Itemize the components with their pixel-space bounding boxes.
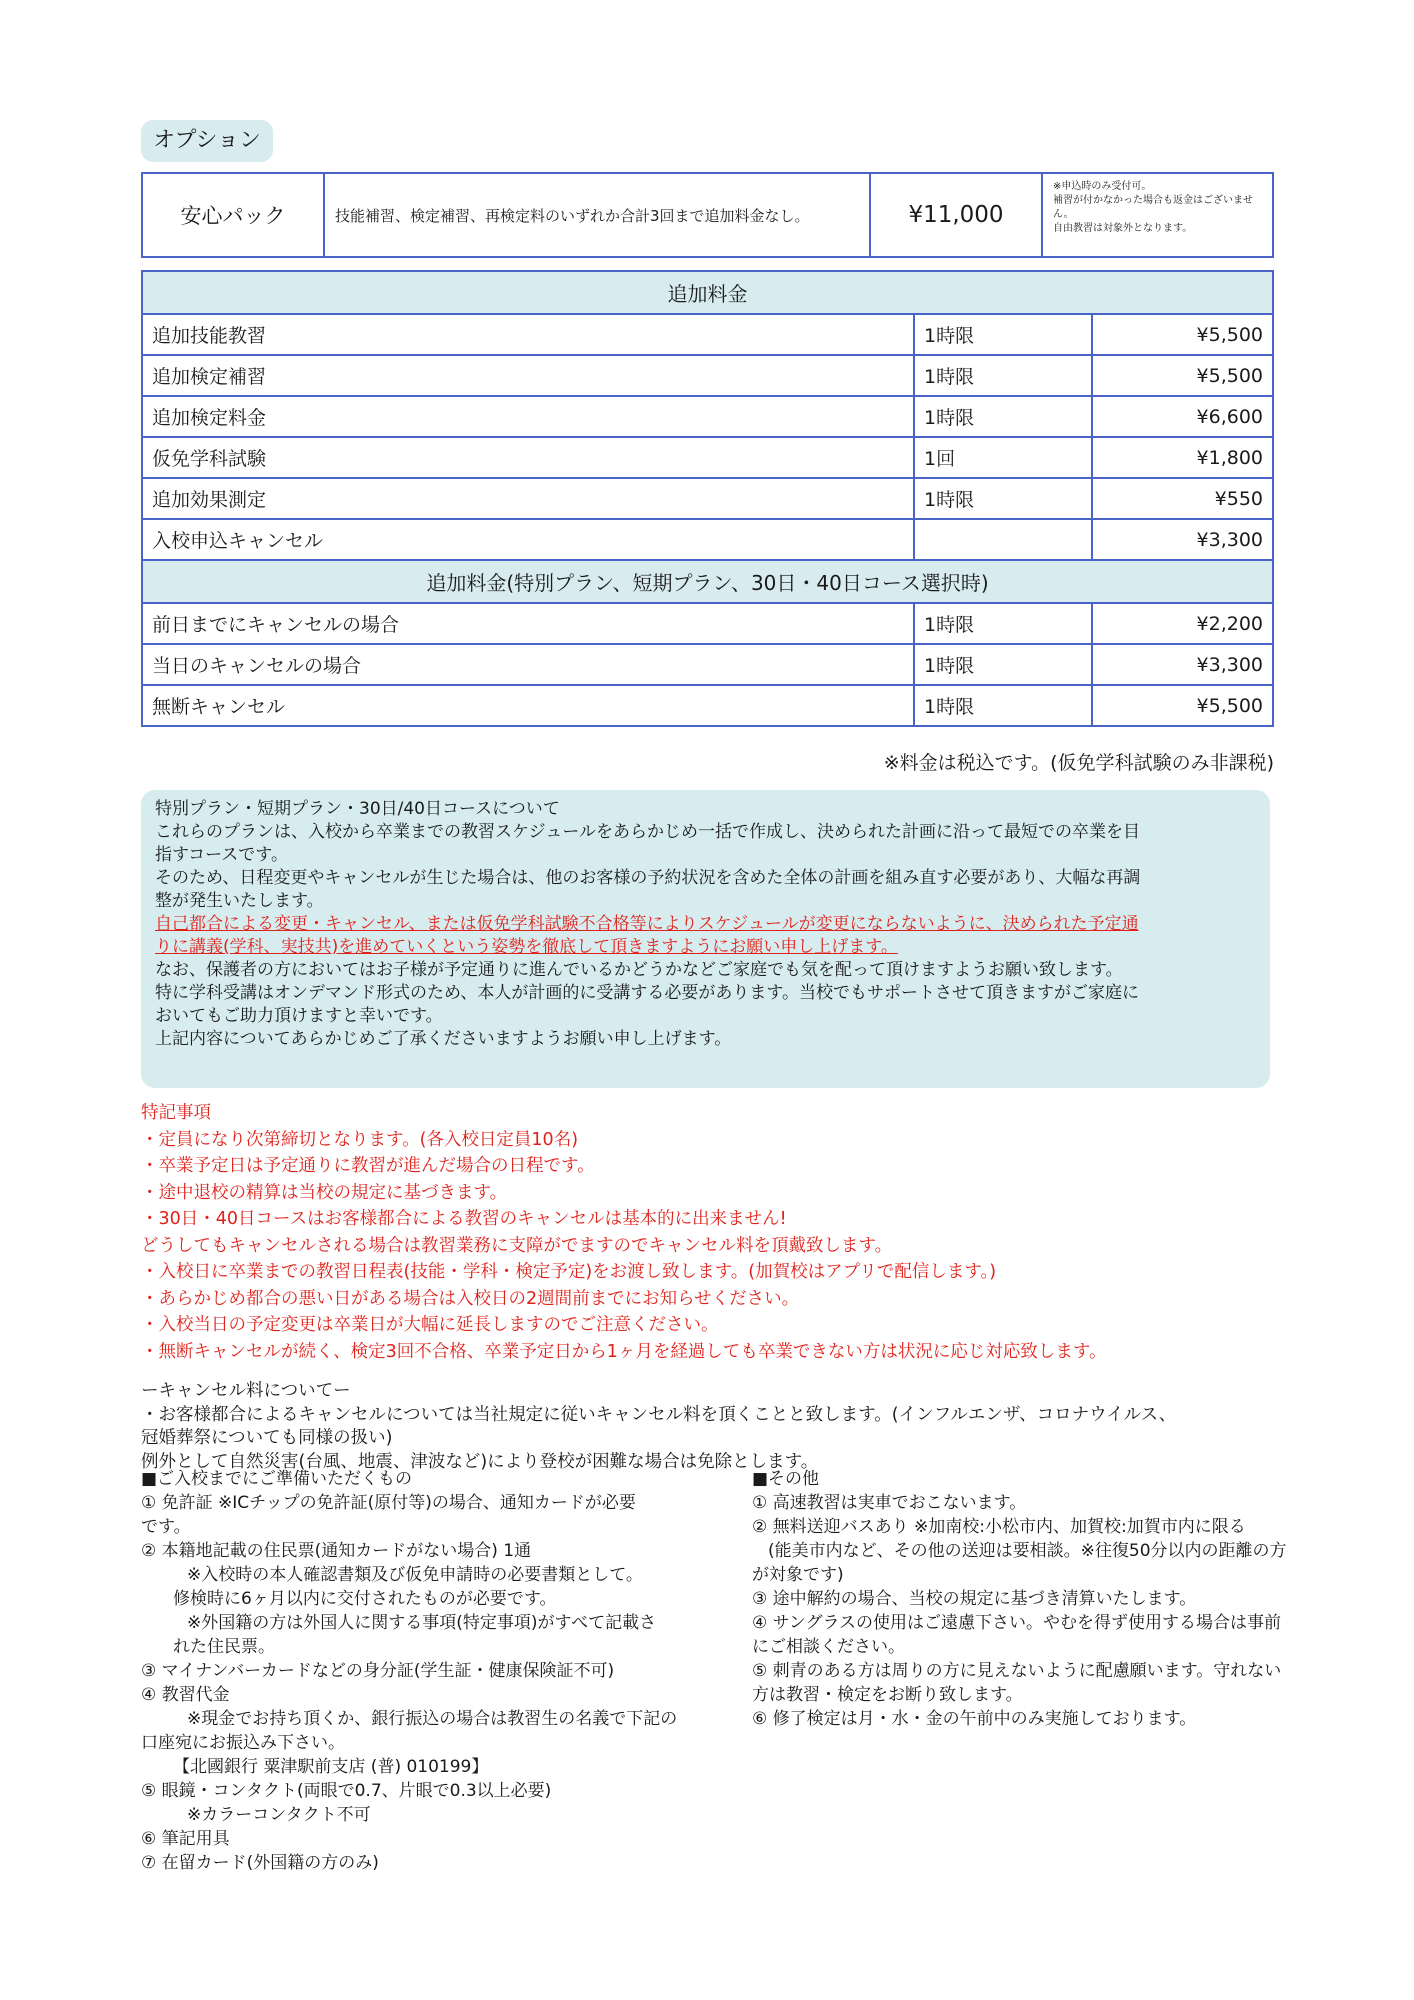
fee-price: ¥6,600 <box>1092 396 1273 437</box>
list-item: ・30日・40日コースはお客様都合による教習のキャンセルは基本的に出来ません! <box>141 1209 787 1229</box>
fee-unit: 1時限 <box>914 314 1092 355</box>
tax-note: ※料金は税込です。(仮免学科試験のみ非課税) <box>883 752 1274 774</box>
option-notes <box>1042 173 1273 257</box>
list-item: が対象です) <box>752 1565 844 1585</box>
fee-unit: 1時限 <box>914 355 1092 396</box>
fee-price: ¥3,300 <box>1092 519 1273 560</box>
fee-item: 追加検定料金 <box>142 396 914 437</box>
fee-unit: 1時限 <box>914 603 1092 644</box>
info-line: おいてもご助力頂けますと幸いです。 <box>155 1006 443 1026</box>
list-item: ⑥ 筆記用具 <box>141 1829 230 1849</box>
table-row <box>142 519 1273 560</box>
option-description: 技能補習、検定補習、再検定料のいずれか合計3回まで追加料金なし。 <box>324 173 870 257</box>
fee-price: ¥2,200 <box>1092 603 1273 644</box>
additional-fee-table <box>141 270 1274 727</box>
special-notes <box>141 1100 1291 1365</box>
list-item: にご相談ください。 <box>752 1637 905 1657</box>
cancel-policy-line: 冠婚葬祭についても同様の扱い) <box>141 1428 393 1448</box>
fee-price: ¥5,500 <box>1092 685 1273 726</box>
fee-unit: 1時限 <box>914 396 1092 437</box>
fee-unit: 1時限 <box>914 478 1092 519</box>
list-item: ⑤ 眼鏡・コンタクト(両眼で0.7、片眼で0.3以上必要) <box>141 1781 552 1801</box>
info-line: そのため、日程変更やキャンセルが生じた場合は、他のお客様の予約状況を含めた全体の計画を組み直す必要があり、大幅な再調 <box>155 868 1141 888</box>
fee-unit: 1時限 <box>914 644 1092 685</box>
list-item: ・あらかじめ都合の悪い日がある場合は入校日の2週間前までにお知らせください。 <box>141 1288 800 1309</box>
list-item: ② 本籍地記載の住民票(通知カードがない場合) 1通 <box>141 1541 532 1561</box>
list-item: ・定員になり次第締切となります。(各入校日定員10名) <box>141 1129 579 1150</box>
info-line: 整が発生いたします。 <box>155 891 324 911</box>
list-item: 方は教習・検定をお断り致します。 <box>752 1685 1023 1705</box>
list-item: ※外国籍の方は外国人に関する事項(特定事項)がすべて記載さ <box>187 1613 657 1633</box>
option-price: ¥11,000 <box>870 173 1042 257</box>
fee-item: 追加効果測定 <box>142 478 914 519</box>
preparation-list <box>141 1467 731 1875</box>
list-item: どうしてもキャンセルされる場合は教習業務に支障がでますのでキャンセル料を頂戴致します。 <box>141 1235 893 1256</box>
list-item: ・卒業予定日は予定通りに教習が進んだ場合の日程です。 <box>141 1156 595 1176</box>
option-name: 安心パック <box>142 173 324 257</box>
fee-unit: 1回 <box>914 437 1092 478</box>
special-notes-title: 特記事項 <box>141 1103 211 1123</box>
option-note-line: 補習が付かなかった場合も返金はございません。 <box>1053 195 1253 220</box>
info-line: 特に学科受講はオンデマンド形式のため、本人が計画的に受講する必要があります。当校でもサポートさせて頂きますがご家庭に <box>155 983 1139 1003</box>
fee-item: 仮免学科試験 <box>142 437 914 478</box>
list-item: ③ マイナンバーカードなどの身分証(学生証・健康保険証不可) <box>141 1661 615 1681</box>
list-item: ⑥ 修了検定は月・水・金の午前中のみ実施しております。 <box>752 1709 1197 1729</box>
fee-price: ¥5,500 <box>1092 314 1273 355</box>
list-item: れた住民票。 <box>173 1637 275 1657</box>
info-line: なお、保護者の方においてはお子様が予定通りに進んでいるかどうかなどご家庭でも気を配って頂けますようお願い致します。 <box>155 960 1123 980</box>
option-table <box>141 172 1274 258</box>
table-row <box>142 396 1273 437</box>
table-row <box>142 314 1273 355</box>
list-item: ⑦ 在留カード(外国籍の方のみ) <box>141 1853 379 1873</box>
list-item: ④ サングラスの使用はご遠慮下さい。やむを得ず使用する場合は事前 <box>752 1613 1281 1633</box>
special-plan-info-box <box>141 790 1270 1088</box>
fee-price: ¥5,500 <box>1092 355 1273 396</box>
cancel-policy-title: ーキャンセル料についてー <box>141 1381 351 1401</box>
fee-table-header: 追加料金 <box>142 271 1273 314</box>
info-line: 指すコースです。 <box>155 845 288 865</box>
option-section-title: オプション <box>141 120 273 162</box>
fee-unit <box>914 519 1092 560</box>
table-row <box>142 355 1273 396</box>
option-note-line: 自由教習は対象外となります。 <box>1053 223 1193 234</box>
list-item: ※カラーコンタクト不可 <box>187 1805 371 1825</box>
list-item: ・入校当日の予定変更は卒業日が大幅に延長しますのでご注意ください。 <box>141 1315 719 1335</box>
fee-price: ¥1,800 <box>1092 437 1273 478</box>
table-row <box>142 685 1273 726</box>
list-item: ⑤ 刺青のある方は周りの方に見えないように配慮願います。守れない <box>752 1661 1282 1681</box>
fee-price: ¥3,300 <box>1092 644 1273 685</box>
list-item: ・入校日に卒業までの教習日程表(技能・学科・検定予定)をお渡し致します。(加賀校はアプリで配信します。) <box>141 1262 997 1282</box>
cancel-policy-line: 例外として自然災害(台風、地震、津波など)により登校が困難な場合は免除とします。 <box>141 1451 819 1472</box>
info-line: 特別プラン・短期プラン・30日/40日コースについて <box>155 799 560 819</box>
list-item: ① 免許証 ※ICチップの免許証(原付等)の場合、通知カードが必要 <box>141 1493 636 1513</box>
fee-table-header-special: 追加料金(特別プラン、短期プラン、30日・40日コース選択時) <box>142 560 1273 603</box>
cancel-policy-line: ・お客様都合によるキャンセルについては当社規定に従いキャンセル料を頂くことと致します。(インフルエンザ、コロナウイルス、 <box>141 1404 1177 1425</box>
info-line: 上記内容についてあらかじめご了承くださいますようお願い申し上げます。 <box>155 1029 732 1049</box>
list-item: ・途中退校の精算は当校の規定に基づきます。 <box>141 1182 508 1203</box>
list-item: ④ 教習代金 <box>141 1685 230 1705</box>
list-item: 口座宛にお振込み下さい。 <box>141 1733 345 1753</box>
list-item: ③ 途中解約の場合、当校の規定に基づき清算いたします。 <box>752 1589 1197 1609</box>
cancel-policy <box>141 1380 1291 1474</box>
table-row <box>142 478 1273 519</box>
fee-item: 前日までにキャンセルの場合 <box>142 603 914 644</box>
list-item: ・無断キャンセルが続く、検定3回不合格、卒業予定日から1ヶ月を経過しても卒業できない方は状況に応じ対応致します。 <box>141 1341 1107 1362</box>
fee-item: 当日のキャンセルの場合 <box>142 644 914 685</box>
info-line: これらのプランは、入校から卒業までの教習スケジュールをあらかじめ一括で作成し、決められた計画に沿って最短での卒業を目 <box>155 822 1140 842</box>
fee-unit: 1時限 <box>914 685 1092 726</box>
fee-item: 入校申込キャンセル <box>142 519 914 560</box>
table-row <box>142 603 1273 644</box>
list-item: 修検時に6ヶ月以内に交付されたものが必要です。 <box>173 1589 557 1609</box>
fee-item: 追加検定補習 <box>142 355 914 396</box>
option-note-line: ※申込時のみ受付可。 <box>1053 181 1152 192</box>
fee-price: ¥550 <box>1092 478 1273 519</box>
list-item: です。 <box>141 1517 191 1537</box>
table-row <box>142 644 1273 685</box>
list-item: 【北國銀行 粟津駅前支店 (普) 010199】 <box>173 1757 489 1777</box>
info-warning-line: 自己都合による変更・キャンセル、または仮免学科試験不合格等によりスケジュールが変更にならないように、決められた予定通 <box>155 914 1139 934</box>
fee-item: 追加技能教習 <box>142 314 914 355</box>
table-row <box>142 437 1273 478</box>
list-item: (能美市内など、その他の送迎は要相談。※往復50分以内の距離の方 <box>768 1541 1287 1561</box>
list-item: ※入校時の本人確認書類及び仮免申請時の必要書類として。 <box>187 1565 643 1585</box>
preparation-title: ■ご入校までにご準備いただくもの <box>141 1469 413 1489</box>
fee-item: 無断キャンセル <box>142 685 914 726</box>
list-item: ② 無料送迎バスあり ※加南校:小松市内、加賀校:加賀市内に限る <box>752 1517 1246 1537</box>
others-list <box>752 1467 1362 1731</box>
info-warning-line: りに講義(学科、実技共)を進めていくという姿勢を徹底して頂きますようにお願い申し上げます。 <box>155 937 898 957</box>
others-title: ■その他 <box>752 1469 820 1489</box>
list-item: ※現金でお持ち頂くか、銀行振込の場合は教習生の名義で下記の <box>187 1709 678 1729</box>
list-item: ① 高速教習は実車でおこないます。 <box>752 1493 1027 1513</box>
